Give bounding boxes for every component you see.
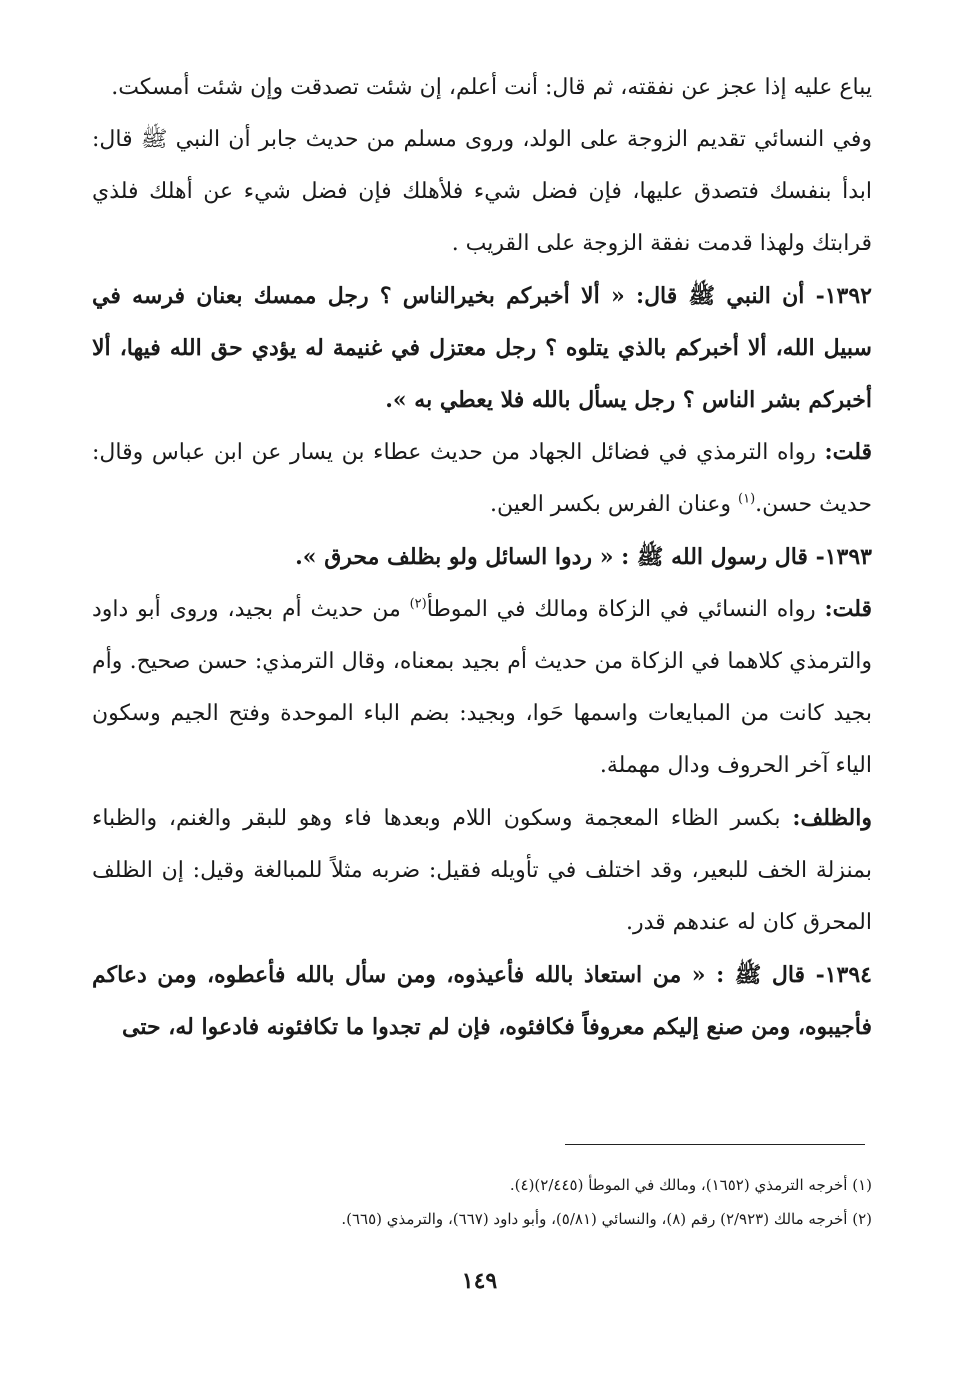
footnote-1: (١) أخرجه الترمذي (١٦٥٢)، ومالك في الموطأ (٢/٤٤٥)(٤). [509,1176,872,1194]
footnote-divider [565,1144,865,1145]
commentary-1392 [92,426,872,531]
hadith-1392: ١٣٩٢- أن النبي ﷺ قال: « ألا أخبركم بخيرالناس ؟ رجل ممسك بعنان فرسه في سبيل الله، ألا أخبركم بالذي يتلوه ؟ رجل معتزل في غنيمة له يؤدي حق الله فيها، ألا أخبركم بشر الناس ؟ رجل يسأل بالله فلا يعطي به ». [92,283,872,413]
footnotes [92,1168,872,1236]
hadith-1393: ١٣٩٣- قال رسول الله ﷺ : « ردوا السائل ولو بظلف محرق ». [295,544,872,570]
commentary-1392-text-b: وعنان الفرس بكسر العين. [490,492,732,517]
qultu-label: قلت: [824,439,872,465]
paragraph-continuation: يباع عليه إذا عجز عن نفقته، ثم قال: أنت أعلم، إن شئت تصدقت وإن شئت أمسكت. [111,75,872,100]
footnote-ref-2: (٢) [409,596,427,612]
hadith-1394: ١٣٩٤- قال ﷺ : « من استعاذ بالله فأعيذوه، ومن سأل بالله فأعطوه، ومن دعاكم فأجيبوه، ومن صنع إليكم معروفاً فكافئوه، فإن لم تجدوا ما تكافئونه فادعوا له، حتى [92,962,872,1040]
commentary-1392-text-a: رواه الترمذي في فضائل الجهاد من حديث عطاء بن يسار عن ابن عباس وقال: حديث حسن. [92,440,872,517]
zilf-definition [92,792,872,949]
footnote-2: (٢) أخرجه مالك (٢/٩٢٣) رقم (٨)، والنسائي (٥/٨١)، وأبو داود (٦٦٧)، والترمذي (٦٦٥). [341,1210,872,1228]
main-text [92,62,872,1053]
zilf-text: بكسر الظاء المعجمة وسكون اللام وبعدها فاء وهو للبقر والغنم، والظباء بمنزلة الخف للبعير، وقد اختلف في تأويله فقيل: ضربه مثلاً للمبالغة وقيل: إن الظلف المحرق كان له عندهم قدر. [92,806,872,935]
commentary-1393-text-b: من حديث أم بجيد، وروى أبو داود والترمذي كلاهما في الزكاة من حديث أم بجيد بمعناه، وقال الترمذي: حسن صحيح. وأم بجيد كانت من المبايعات واسمها حَوا، وبجيد: بضم الباء الموحدة وفتح الجيم وسكون الياء آخر الحروف ودال مهملة. [92,597,872,778]
page-number: ١٤٩ [461,1268,498,1294]
commentary-1393 [92,583,872,792]
zilf-label: والظلف: [792,805,872,831]
commentary-1393-text-a: رواه النسائي في الزكاة ومالك في الموطأ [426,597,816,622]
footnote-ref-1: (١) [738,491,756,507]
qultu-label: قلت: [824,596,872,622]
paragraph-nasai-note: وفي النسائي تقديم الزوجة على الولد، وروى مسلم من حديث جابر أن النبي ﷺ قال: ابدأ بنفسك فتصدق عليها، فإن فضل شيء فلأهلك فإن فضل شيء عن أهلك فلذي قرابتك ولهذا قدمت نفقة الزوجة على القريب . [92,127,872,256]
